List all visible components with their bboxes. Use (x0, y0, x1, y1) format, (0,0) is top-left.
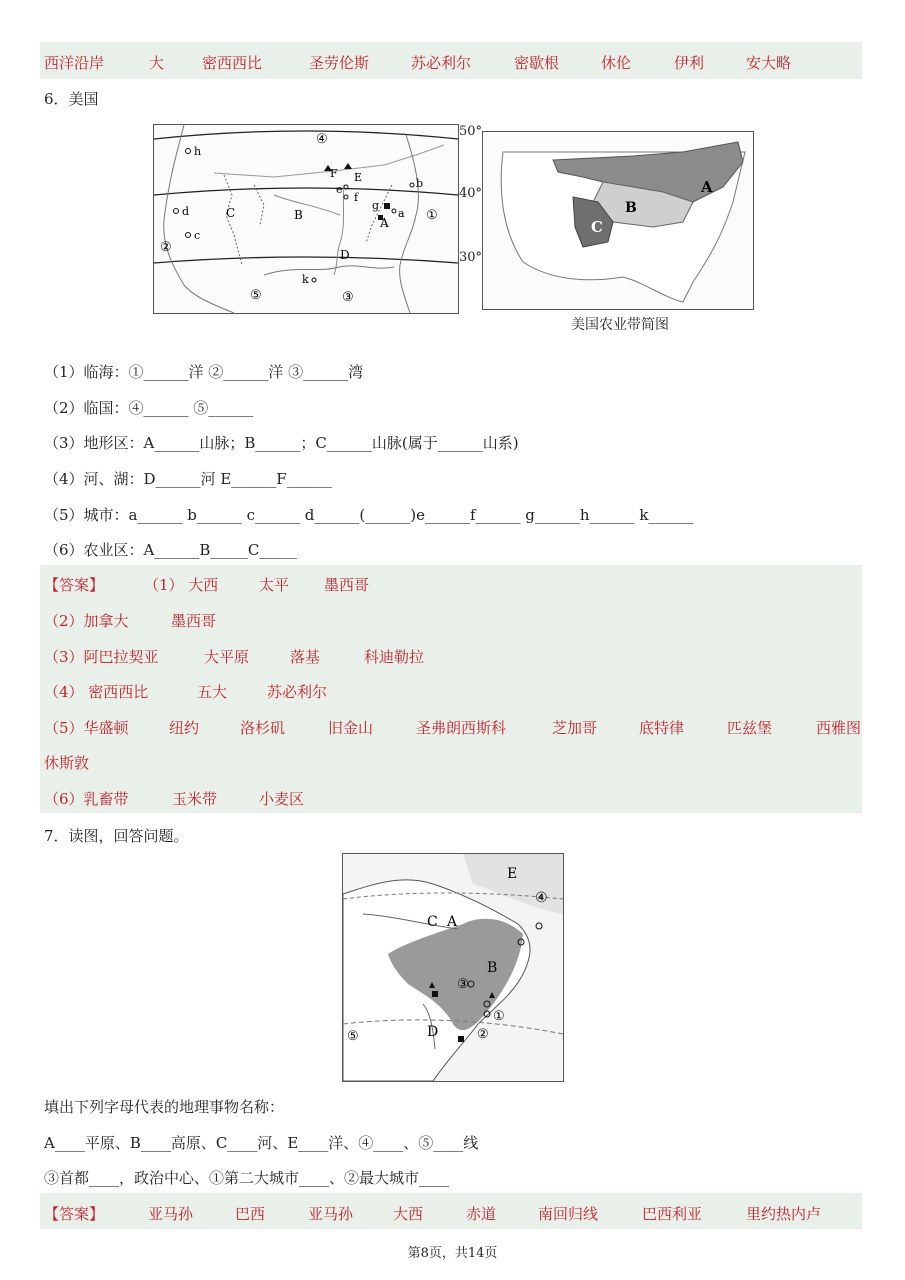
answer-item: 休斯敦 (44, 754, 90, 772)
answer-item: 西雅图 (816, 719, 862, 737)
lat-label-30: 30° (459, 250, 483, 265)
answer-item: 墨西哥 (324, 576, 370, 594)
map3-label-circle5: ⑤ (347, 1029, 359, 1044)
map1-label-k: k (302, 273, 309, 286)
map1-label-e: e (336, 183, 343, 196)
map3-label-A: A (447, 914, 458, 930)
answer-item: （5）华盛顿 (44, 719, 129, 737)
q6-sub-1: （1）临海：①______洋 ②______洋 ③______湾 (44, 363, 364, 381)
answer-item: 玉米带 (172, 790, 218, 808)
q7-line-1: A____平原、B____高原、C____河、E____洋、④____、⑤____线 (44, 1134, 479, 1152)
map3-label-B: B (487, 960, 498, 976)
answer-item: 旧金山 (328, 719, 374, 737)
map1-label-B: B (294, 208, 303, 222)
map3-label-circle3: ③ (457, 977, 469, 992)
answer-item: 洛杉矶 (240, 719, 286, 737)
lat-label-40: 40° (459, 186, 483, 201)
answer-item: 苏必利尔 (411, 54, 472, 72)
answer-item: 巴西利亚 (642, 1205, 703, 1223)
answer-item: 圣弗朗西斯科 (416, 719, 507, 737)
answer-item: 圣劳伦斯 (309, 54, 370, 72)
map1-label-A: A (380, 216, 389, 230)
answer-item: 科迪勒拉 (364, 648, 425, 666)
answer-item: 匹兹堡 (727, 719, 773, 737)
answer-item: （2）加拿大 (44, 612, 129, 630)
answer-item: 亚马孙 (148, 1205, 194, 1223)
map1-label-b: b (416, 177, 424, 190)
map1-label-circle4: ④ (316, 132, 328, 147)
map1-label-C: C (226, 206, 236, 220)
answer-item: 芝加哥 (552, 719, 598, 737)
answer-item: 纽约 (169, 719, 200, 737)
answer-band-q6 (40, 565, 862, 813)
map1-label-circle3: ③ (342, 290, 354, 305)
answer-item: 底特律 (639, 719, 685, 737)
map3-label-D: D (427, 1024, 439, 1040)
answer-item: （3）阿巴拉契亚 (44, 648, 159, 666)
map1-label-F: F (330, 167, 338, 180)
map3-label-circle1: ① (493, 1009, 505, 1024)
map3-label-C: C (427, 914, 438, 930)
answer-item: 墨西哥 (171, 612, 217, 630)
usa-map (153, 124, 459, 314)
answer-item: 落基 (290, 648, 321, 666)
map1-label-circle2: ② (160, 240, 172, 255)
map1-label-D: D (340, 248, 350, 262)
q6-sub-6: （6）农业区：A______B_____C_____ (44, 541, 297, 559)
map1-label-f: f (354, 191, 359, 204)
map2-label-A: A (701, 178, 713, 196)
answer-item: 五大 (197, 683, 228, 701)
map1-label-E: E (354, 171, 363, 184)
map1-label-a: a (398, 207, 405, 220)
answer-item: 伊利 (674, 54, 705, 72)
q7-line-2: ③首都____，政治中心、①第二大城市____、②最大城市____ (44, 1169, 450, 1187)
map1-label-circle1: ① (426, 208, 438, 223)
map1-label-circle5: ⑤ (250, 288, 262, 303)
map2-caption: 美国农业带简图 (571, 317, 669, 333)
answer-item: 太平 (259, 576, 290, 594)
q7-prompt: 填出下列字母代表的地理事物名称： (44, 1098, 285, 1116)
map1-label-h: h (194, 145, 202, 158)
answer-item: 南回归线 (538, 1205, 599, 1223)
answer-item: 大平原 (204, 648, 250, 666)
map3-label-circle2: ② (477, 1027, 489, 1042)
answer-item: （6）乳畜带 (44, 790, 129, 808)
lat-label-50: 50° (459, 124, 483, 139)
q6-sub-2: （2）临国：④______ ⑤______ (44, 399, 254, 417)
answer-item: 赤道 (466, 1205, 497, 1223)
answer-item: 安大略 (746, 54, 792, 72)
answer-tag: 【答案】 (44, 576, 105, 594)
answer-item: 西洋沿岸 (44, 54, 105, 72)
answer-item: （4） 密西西比 (44, 683, 149, 701)
map1-label-d: d (182, 205, 190, 218)
answer-item: 密歇根 (514, 54, 560, 72)
question-7-title: 7．读图，回答问题。 (44, 827, 189, 845)
question-6-title: 6．美国 (44, 90, 99, 108)
map2-label-B: B (625, 200, 637, 216)
answer-item: 苏必利尔 (267, 683, 328, 701)
answer-item: （1） 大西 (144, 576, 219, 594)
map2-label-C: C (591, 218, 603, 236)
answer-item: 巴西 (235, 1205, 266, 1223)
answer-item: 密西西比 (202, 54, 263, 72)
answer-item: 大西 (393, 1205, 424, 1223)
answer-item: 里约热内卢 (746, 1205, 822, 1223)
map1-label-c: c (194, 229, 201, 242)
usa-agriculture-map (482, 131, 754, 310)
q6-sub-5: （5）城市：a______ b______ c______ d______(______)e______f______ g______h______ k______ (44, 506, 694, 524)
answer-tag: 【答案】 (44, 1205, 105, 1223)
q6-sub-3: （3）地形区：A______山脉；B______；C______山脉(属于______山系) (44, 434, 519, 452)
page-footer: 第8页，共14页 (407, 1246, 498, 1261)
answer-item: 小麦区 (259, 790, 305, 808)
brazil-map (342, 853, 564, 1082)
answer-item: 大 (149, 54, 165, 72)
answer-item: 亚马孙 (308, 1205, 354, 1223)
map1-label-g: g (372, 199, 380, 212)
answer-item: 休伦 (601, 54, 632, 72)
map3-label-circle4: ④ (535, 890, 548, 906)
q6-sub-4: （4）河、湖：D______河 E______F______ (44, 470, 332, 488)
map3-label-E: E (507, 866, 518, 882)
